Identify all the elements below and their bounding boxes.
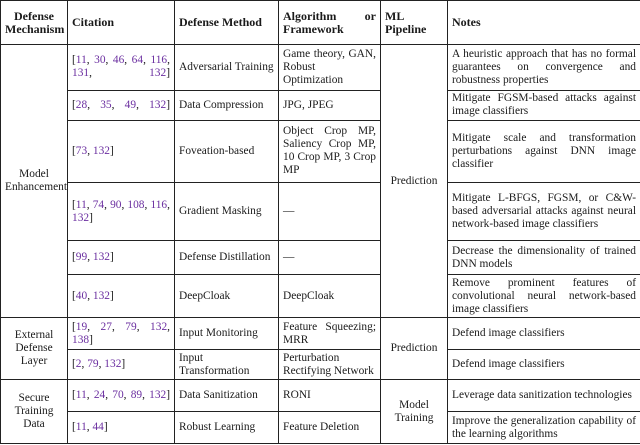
pipeline-external-defense-layer: Prediction [381, 318, 448, 380]
citation-link[interactable]: 46 [112, 54, 125, 67]
method-cell: DeepCloak [175, 275, 279, 318]
citation-link[interactable]: 11 [75, 389, 87, 402]
table-row [1, 120, 640, 183]
mechanism-secure-training-data: Secure Training Data [1, 380, 68, 444]
citation-cell: [73, 132] [68, 120, 175, 183]
notes-cell: Leverage data sanitization technologies [448, 380, 640, 412]
header-mechanism: Defense Mechanism [1, 1, 68, 45]
method-cell: Data Compression [175, 90, 279, 120]
algorithm-cell: DeepCloak [279, 275, 381, 318]
citation-link[interactable]: 24 [93, 389, 106, 402]
citation-link[interactable]: 11 [75, 421, 87, 433]
citation-link[interactable]: 132 [149, 98, 167, 111]
citation-link[interactable]: 44 [92, 421, 104, 433]
citation-link[interactable]: 49 [124, 98, 137, 111]
citation-link[interactable]: 30 [94, 54, 106, 67]
notes-cell: Mitigate L-BFGS, FGSM, or C&W-based adversarial attacks against neural network-based image classifiers [448, 183, 640, 241]
citation-link[interactable]: 132 [72, 211, 90, 224]
citation-link[interactable]: 40 [75, 289, 88, 302]
header-row [1, 1, 640, 45]
table-row [1, 318, 640, 350]
citation-link[interactable]: 64 [131, 54, 144, 67]
algorithm-cell: Feature Squeezing; MRR [279, 318, 381, 350]
method-cell: Gradient Masking [175, 183, 279, 241]
header-method: Defense Method [175, 1, 279, 45]
table-row [1, 275, 640, 318]
citation-cell: [2, 79, 132] [68, 350, 175, 380]
header-algorithm: Algorithm or Framework [279, 1, 381, 45]
citation-link[interactable]: 132 [92, 289, 110, 302]
citation-cell: [99, 132] [68, 241, 175, 275]
pipeline-model-enhancement: Prediction [381, 45, 448, 318]
citation-cell: [11, 24, 70, 89, 132] [68, 380, 175, 412]
citation-cell: [40, 132] [68, 275, 175, 318]
table-row [1, 350, 640, 380]
algorithm-cell: — [279, 183, 381, 241]
citation-link[interactable]: 90 [110, 198, 122, 211]
citation-cell: [28, 35, 49, 132] [68, 90, 175, 120]
table-row [1, 241, 640, 275]
notes-cell: Decrease the dimensionality of trained DNN models [448, 241, 640, 275]
citation-link[interactable]: 79 [125, 320, 137, 333]
algorithm-cell: RONI [279, 380, 381, 412]
notes-cell: Defend image classifiers [448, 350, 640, 380]
citation-link[interactable]: 11 [75, 54, 87, 67]
citation-link[interactable]: 70 [112, 389, 124, 402]
notes-cell: Defend image classifiers [448, 318, 640, 350]
citation-link[interactable]: 2 [75, 358, 82, 371]
citation-link[interactable]: 99 [75, 251, 88, 264]
method-cell: Robust Learning [175, 412, 279, 444]
citation-link[interactable]: 132 [92, 144, 110, 157]
method-cell: Foveation-based [175, 120, 279, 183]
citation-link[interactable]: 132 [150, 320, 168, 333]
citation-link[interactable]: 131 [72, 67, 90, 80]
mechanism-model-enhancement: Model Enhancement [1, 45, 68, 318]
notes-cell: Improve the generalization capability of the learning algorithms [448, 412, 640, 444]
header-pipeline: ML Pipeline [381, 1, 448, 45]
method-cell: Data Sanitization [175, 380, 279, 412]
table-row [1, 90, 640, 120]
citation-link[interactable]: 132 [92, 251, 110, 264]
table-row [1, 412, 640, 444]
pipeline-secure-training-data: Model Training [381, 380, 448, 444]
citation-link[interactable]: 116 [150, 198, 168, 211]
table-row [1, 380, 640, 412]
algorithm-cell: Perturbation Rectifying Network [279, 350, 381, 380]
citation-link[interactable]: 89 [130, 389, 143, 402]
mechanism-external-defense-layer: External Defense Layer [1, 318, 68, 380]
citation-cell: [11, 30, 46, 64, 116, 131, 132] [68, 45, 175, 90]
citation-link[interactable]: 73 [75, 144, 88, 157]
citation-link[interactable]: 138 [72, 333, 90, 346]
citation-link[interactable]: 19 [75, 320, 88, 333]
citation-link[interactable]: 132 [149, 67, 167, 80]
notes-cell: A heuristic approach that has no formal guarantees on convergence and robustness properties [448, 45, 640, 90]
algorithm-cell: Game theory, GAN, Robust Optimization [279, 45, 381, 90]
citation-cell: [11, 74, 90, 108, 116, 132] [68, 183, 175, 241]
method-cell: Input Transformation [175, 350, 279, 380]
method-cell: Adversarial Training [175, 45, 279, 90]
algorithm-cell: Feature Deletion [279, 412, 381, 444]
citation-link[interactable]: 132 [104, 358, 122, 371]
method-cell: Defense Distillation [175, 241, 279, 275]
notes-cell: Remove prominent features of convolutional neural network-based image classifiers [448, 275, 640, 318]
method-cell: Input Monitoring [175, 318, 279, 350]
notes-cell: Mitigate scale and transformation perturbations against DNN image classifier [448, 120, 640, 183]
citation-link[interactable]: 74 [92, 198, 105, 211]
citation-link[interactable]: 116 [150, 54, 168, 67]
citation-link[interactable]: 132 [149, 389, 167, 402]
algorithm-cell: Object Crop MP, Saliency Crop MP, 10 Crop MP, 3 Crop MP [279, 120, 381, 183]
citation-link[interactable]: 11 [75, 198, 87, 211]
citation-link[interactable]: 35 [100, 98, 112, 111]
table-row [1, 45, 640, 90]
citation-link[interactable]: 27 [100, 320, 112, 333]
algorithm-cell: JPG, JPEG [279, 90, 381, 120]
table-row [1, 183, 640, 241]
citation-cell: [19, 27, 79, 132, 138] [68, 318, 175, 350]
notes-cell: Mitigate FGSM-based attacks against image classifiers [448, 90, 640, 120]
header-citation: Citation [68, 1, 175, 45]
algorithm-cell: — [279, 241, 381, 275]
citation-cell: [11, 44] [68, 412, 175, 444]
citation-link[interactable]: 79 [87, 358, 99, 371]
header-notes: Notes [448, 1, 640, 45]
citation-link[interactable]: 28 [75, 98, 88, 111]
citation-link[interactable]: 108 [127, 198, 145, 211]
